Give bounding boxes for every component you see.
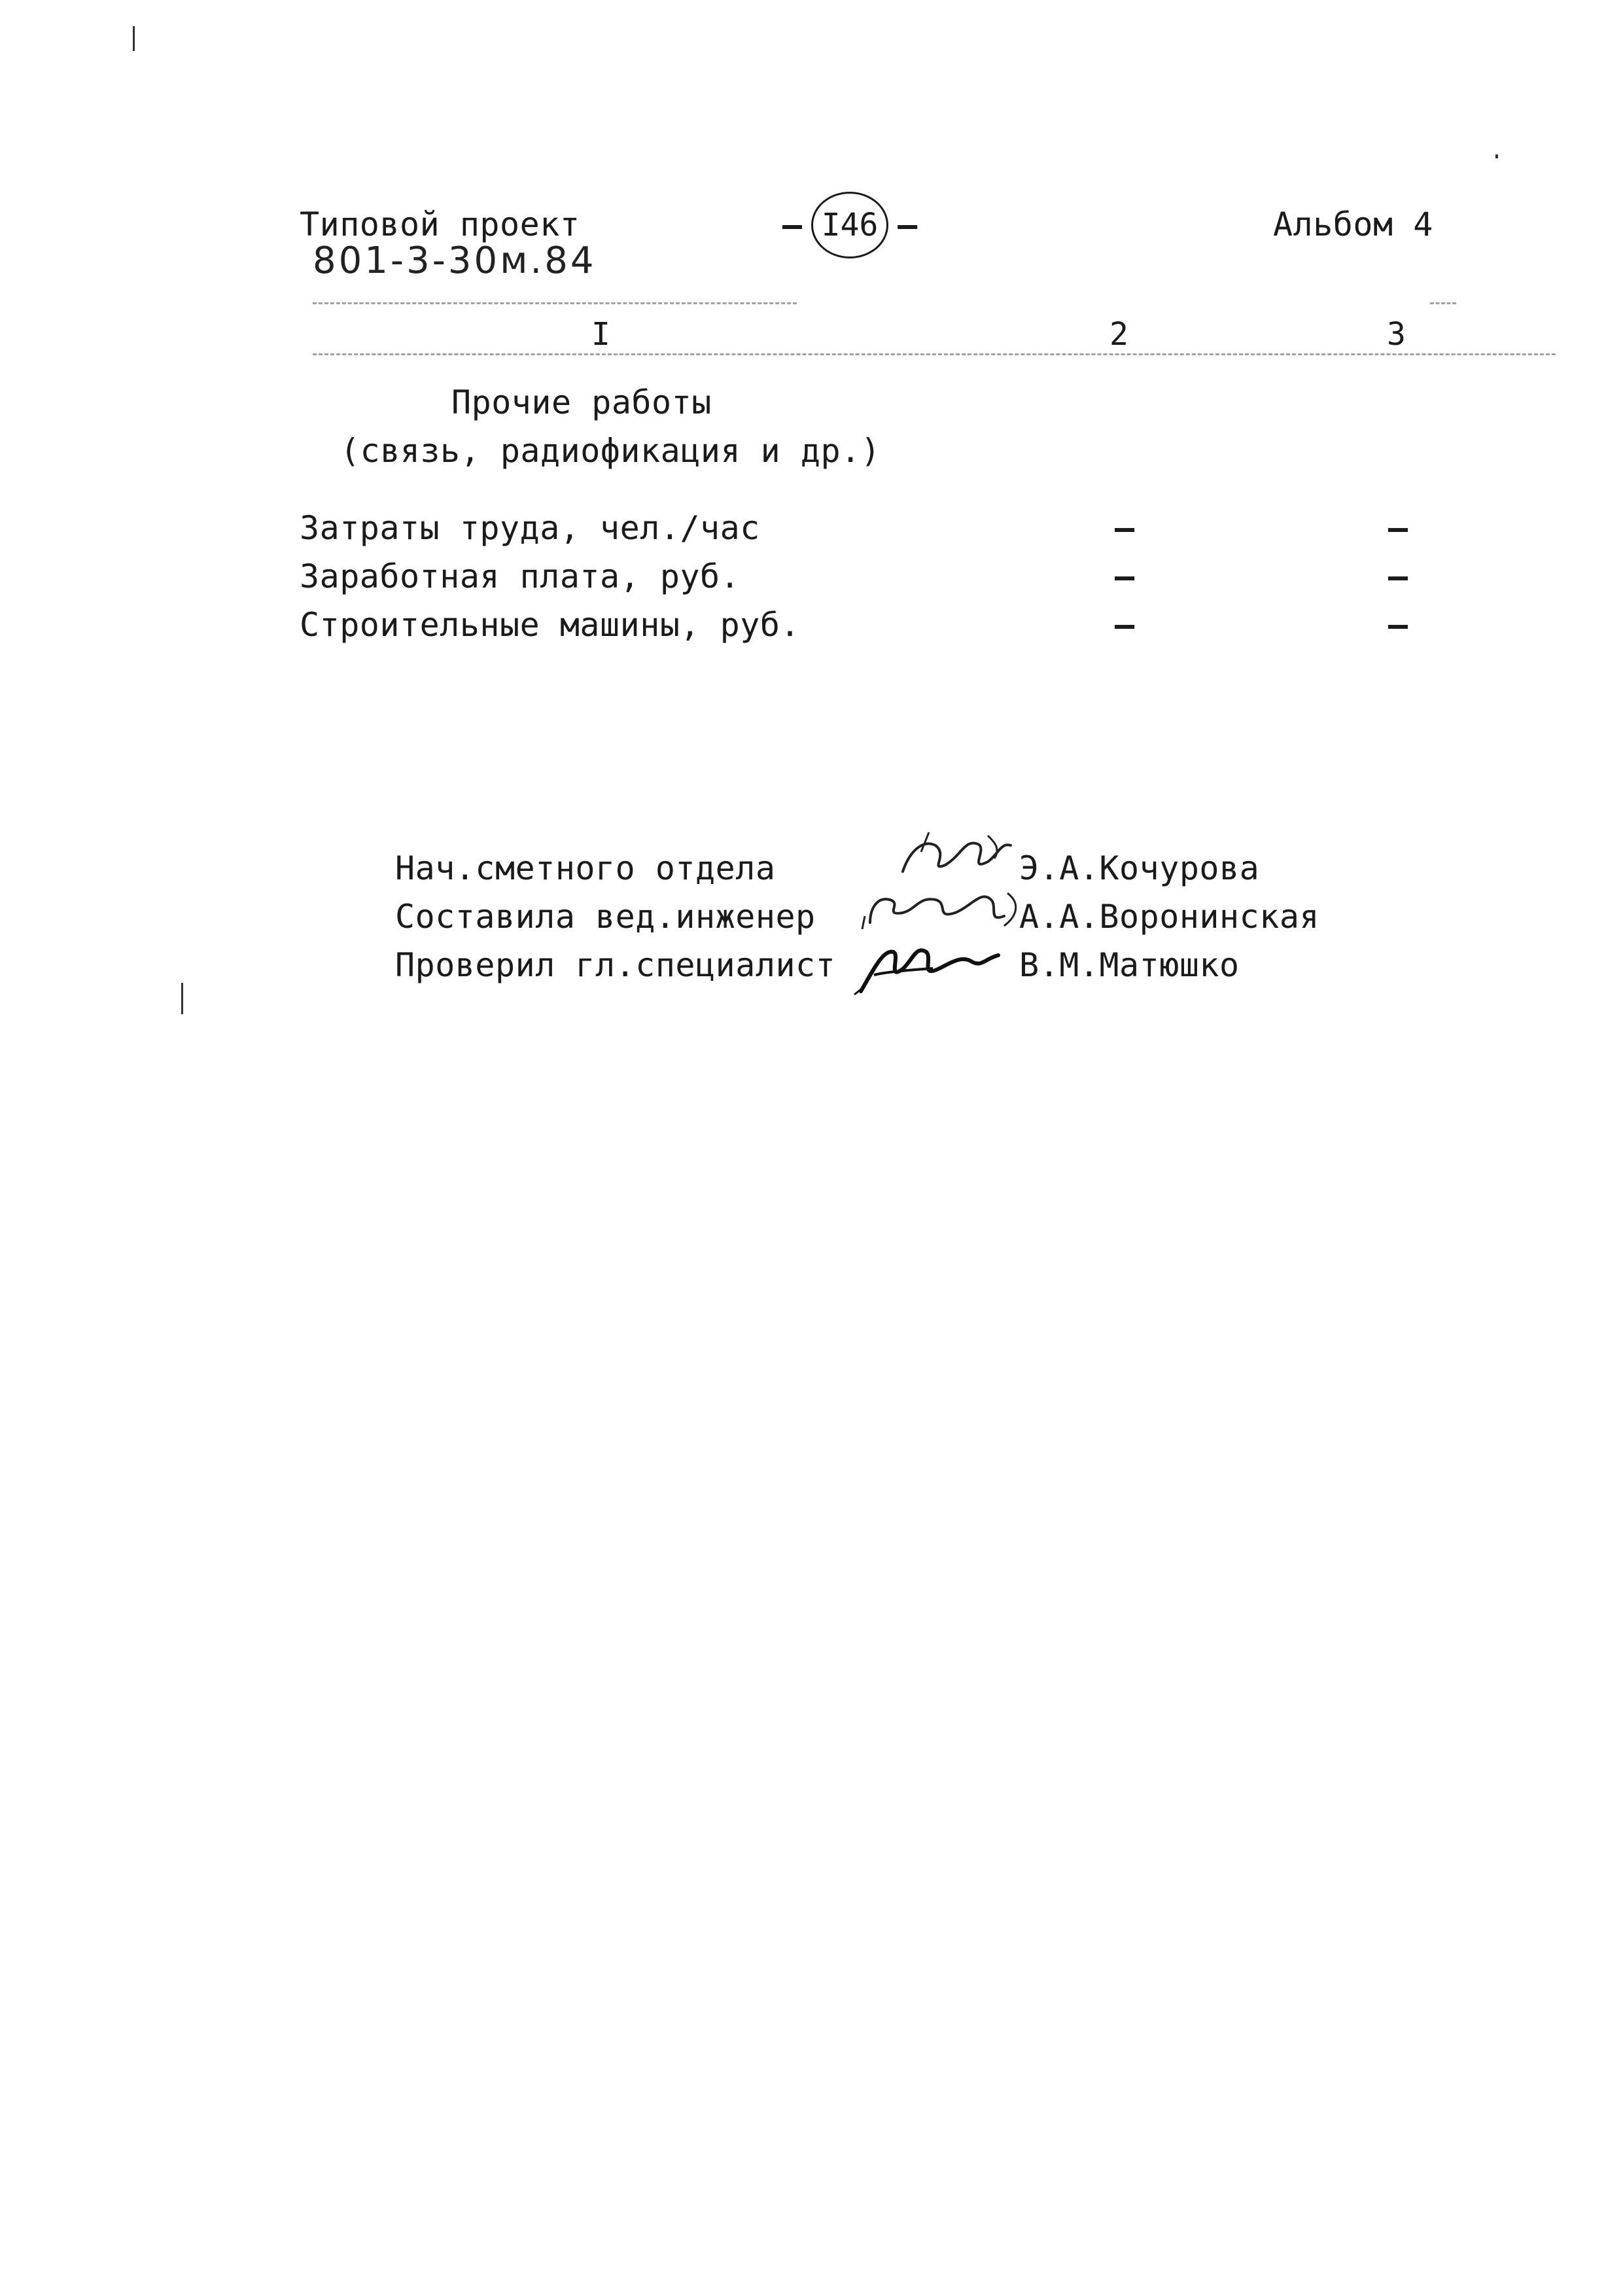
- scan-speck: [181, 983, 183, 1014]
- table-row-label: Затраты труда, чел./час: [300, 509, 760, 547]
- scan-speck: [133, 26, 135, 51]
- table-row-label: Заработная плата, руб.: [300, 557, 741, 595]
- project-label: Типовой проект: [300, 205, 580, 243]
- page-number: I46: [811, 192, 888, 258]
- signature-name: А.А.Воронинская: [1019, 898, 1320, 936]
- table-row-label: Строительные машины, руб.: [300, 606, 801, 644]
- column-header-3: 3: [1387, 316, 1406, 353]
- table-cell-col2: –: [1115, 606, 1135, 644]
- page-dash-right: –: [898, 206, 918, 244]
- page-number-block: [782, 192, 917, 258]
- column-header-1: I: [591, 316, 611, 353]
- table-cell-col2: –: [1115, 557, 1135, 595]
- handwritten-signature-3: [848, 929, 1018, 1001]
- table-top-rule-right: [1430, 302, 1456, 304]
- section-title: Прочие работы: [451, 383, 712, 421]
- table-cell-col3: –: [1388, 557, 1408, 595]
- table-top-rule: [313, 302, 797, 304]
- column-header-2: 2: [1109, 316, 1129, 353]
- handwritten-signature-2: [857, 877, 1027, 936]
- signature-name: В.М.Матюшко: [1019, 946, 1240, 984]
- table-header-rule: [313, 353, 1556, 355]
- signature-role: Составила вед.инженер: [395, 898, 816, 936]
- scan-speck: [1495, 154, 1498, 158]
- table-cell-col3: –: [1388, 509, 1408, 547]
- page-dash-left: –: [782, 206, 803, 244]
- signature-role: Нач.сметного отдела: [395, 849, 776, 887]
- table-cell-col3: –: [1388, 606, 1408, 644]
- signature-name: Э.А.Кочурова: [1019, 849, 1260, 887]
- table-cell-col2: –: [1115, 509, 1135, 547]
- album-label: Альбом 4: [1273, 205, 1433, 243]
- signature-role: Проверил гл.специалист: [395, 946, 836, 984]
- section-subtitle: (связь, радиофикация и др.): [340, 432, 881, 470]
- project-code: 801-3-30м.84: [313, 239, 597, 282]
